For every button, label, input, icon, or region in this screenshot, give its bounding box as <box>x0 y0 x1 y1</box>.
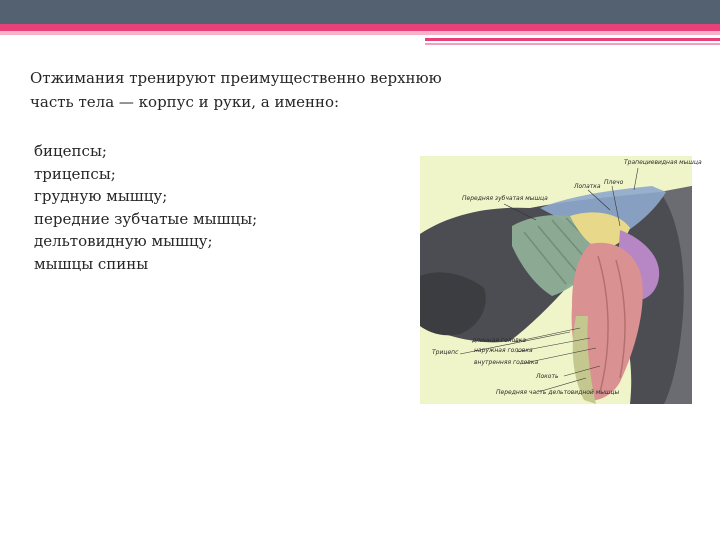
accent-stripe <box>0 24 720 31</box>
list-item: грудную мышцу; <box>34 187 168 205</box>
accent-line-light <box>425 43 720 45</box>
label-lateral-head: наружная головка <box>474 347 533 354</box>
label-elbow: Локоть <box>536 373 559 380</box>
label-shoulder: Плечо <box>604 179 624 186</box>
accent-line <box>425 38 720 41</box>
label-long-head: длинная головка <box>472 337 527 344</box>
header-bar <box>0 0 720 24</box>
label-medial-head: внутренняя головка <box>474 359 539 366</box>
label-anterior-deltoid: Передняя часть дельтовидной мышцы <box>496 389 620 396</box>
list-item: трицепсы; <box>34 164 116 183</box>
intro-text: Отжимания тренируют преимущественно верхнюю часть тела — корпус и руки, а именно: <box>30 69 442 111</box>
list-item: передние зубчатые мышцы; <box>34 209 258 228</box>
label-scapula: Лопатка <box>574 183 601 190</box>
label-triceps: Трицепс <box>432 349 459 356</box>
list-item: дельтовидную мышцу; <box>34 232 213 250</box>
muscle-anatomy-figure <box>420 156 702 404</box>
label-trapezius: Трапециевидная мышца <box>624 159 702 166</box>
list-item: мышцы спины <box>34 254 149 273</box>
accent-stripe-light <box>0 31 720 35</box>
list-item: бицепсы; <box>34 142 107 160</box>
label-serratus: Передняя зубчатая мышца <box>462 195 548 202</box>
muscle-list <box>34 140 257 275</box>
